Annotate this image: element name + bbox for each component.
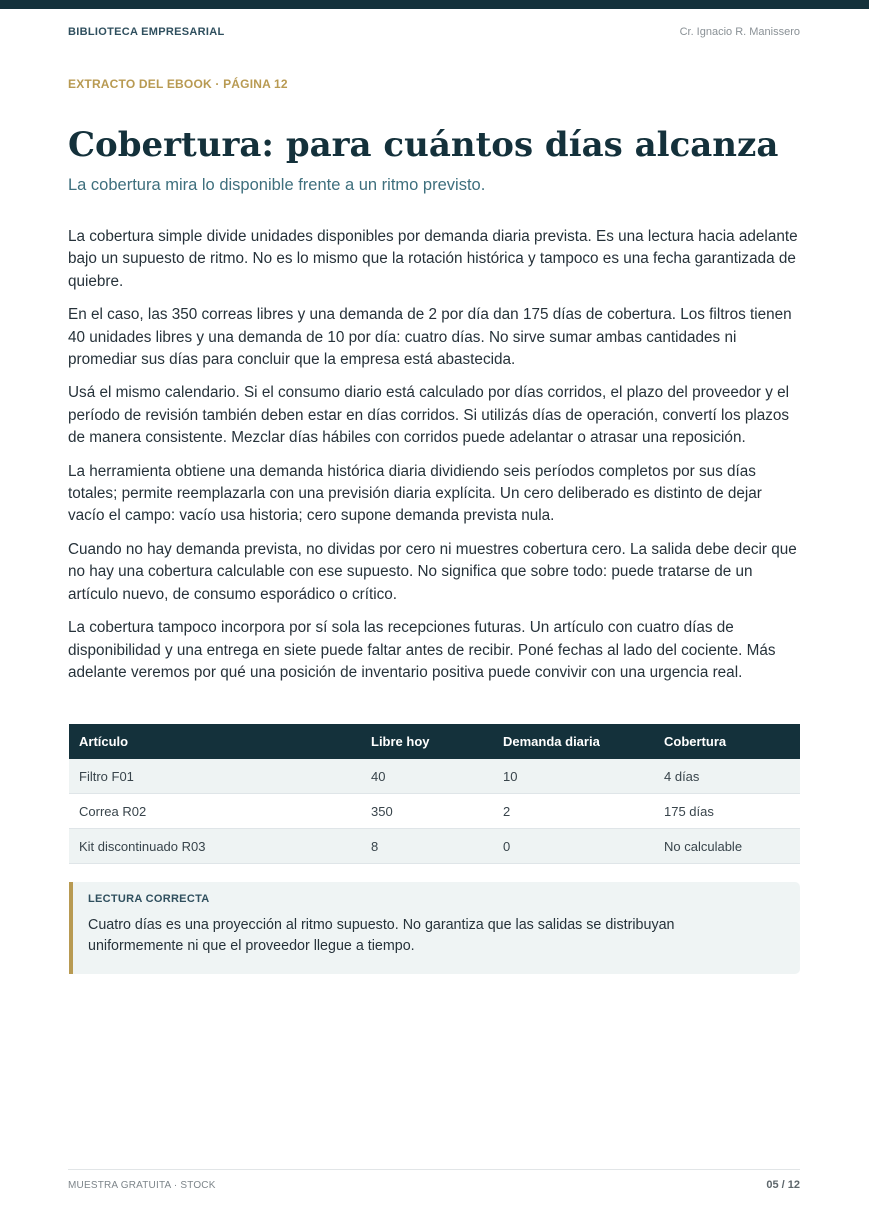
footer-divider: [68, 1169, 800, 1170]
paragraph: La cobertura tampoco incorpora por sí sola las recepciones futuras. Un artículo con cuatro días de disponibilidad y una entrega en siete puede faltar antes de recibir. Poné fechas al lado del cociente. Más adelante veremos por qué una posición de inventario positiva puede convivir con una urgencia real.: [68, 619, 776, 681]
table-cell: 8: [361, 829, 493, 864]
callout-text: Cuatro días es una proyección al ritmo supuesto. No garantiza que las salidas se distribuyan uniformemente ni que el proveedor llegue a tiempo.: [88, 917, 675, 954]
column-header: Cobertura: [654, 724, 800, 759]
paragraph: Usá el mismo calendario. Si el consumo diario está calculado por días corridos, el plazo del proveedor y el período de revisión también deben estar en días corridos. Si utilizás días de operación, convertí los plazos de manera consistente. Mezclar días hábiles con corridos puede adelantar o atrasar una reposición.: [68, 384, 790, 447]
publication-name: BIBLIOTECA EMPRESARIAL: [68, 26, 225, 38]
table-cell: No calculable: [654, 829, 800, 864]
paragraph: En el caso, las 350 correas libres y una demanda de 2 por día dan 175 días de cobertura. Los filtros tienen 40 unidades libres y una demanda de 10 por día: cuatro días. No sirve sumar ambas cantidades ni promediar sus días para concluir que la empresa está abastecida.: [68, 306, 792, 369]
callout-title: LECTURA CORRECTA: [88, 893, 210, 905]
table-cell: 40: [361, 759, 493, 794]
page-title: Cobertura: para cuántos días alcanza: [68, 125, 779, 165]
table-cell: 10: [493, 759, 654, 794]
callout-box: [69, 882, 800, 974]
author-name: Cr. Ignacio R. Manissero: [679, 26, 800, 38]
page-subtitle: La cobertura mira lo disponible frente a un ritmo previsto.: [68, 176, 486, 194]
table-cell: 350: [361, 794, 493, 829]
table-cell: Kit discontinuado R03: [69, 829, 361, 864]
paragraph: Cuando no hay demanda prevista, no dividas por cero ni muestres cobertura cero. La salida debe decir que no hay una cobertura calculable con ese supuesto. No significa que sobre todo: puede tratarse de un artículo nuevo, de consumo esporádico o crítico.: [68, 540, 797, 603]
paragraph: La herramienta obtiene una demanda histórica diaria dividiendo seis períodos completos por sus días totales; permite reemplazarla con una previsión diaria explícita. Un cero deliberado es distinto de dejar vacío el campo: vacío usa historia; cero supone demanda prevista nula.: [68, 462, 762, 525]
footer-label: MUESTRA GRATUITA · STOCK: [68, 1180, 216, 1191]
article-body: [68, 226, 801, 695]
table-cell: Filtro F01: [69, 759, 361, 794]
table-row: [69, 759, 800, 794]
table-cell: 0: [493, 829, 654, 864]
column-header: Artículo: [69, 724, 361, 759]
column-header: Demanda diaria: [493, 724, 654, 759]
page-number: 05 / 12: [766, 1179, 800, 1191]
column-header: Libre hoy: [361, 724, 493, 759]
table-row: [69, 794, 800, 829]
table-cell: Correa R02: [69, 794, 361, 829]
table-cell: 4 días: [654, 759, 800, 794]
paragraph: La cobertura simple divide unidades disponibles por demanda diaria prevista. Es una lectura hacia adelante bajo un supuesto de ritmo. No es lo mismo que la rotación histórica y tampoco es una fecha garantizada de quiebre.: [68, 228, 798, 290]
coverage-table: [69, 724, 800, 864]
table-cell: 2: [493, 794, 654, 829]
excerpt-label: EXTRACTO DEL EBOOK · PÁGINA 12: [68, 77, 288, 91]
table-header-row: [69, 724, 800, 759]
table-row: [69, 829, 800, 864]
table-cell: 175 días: [654, 794, 800, 829]
top-accent-bar: [0, 0, 869, 9]
